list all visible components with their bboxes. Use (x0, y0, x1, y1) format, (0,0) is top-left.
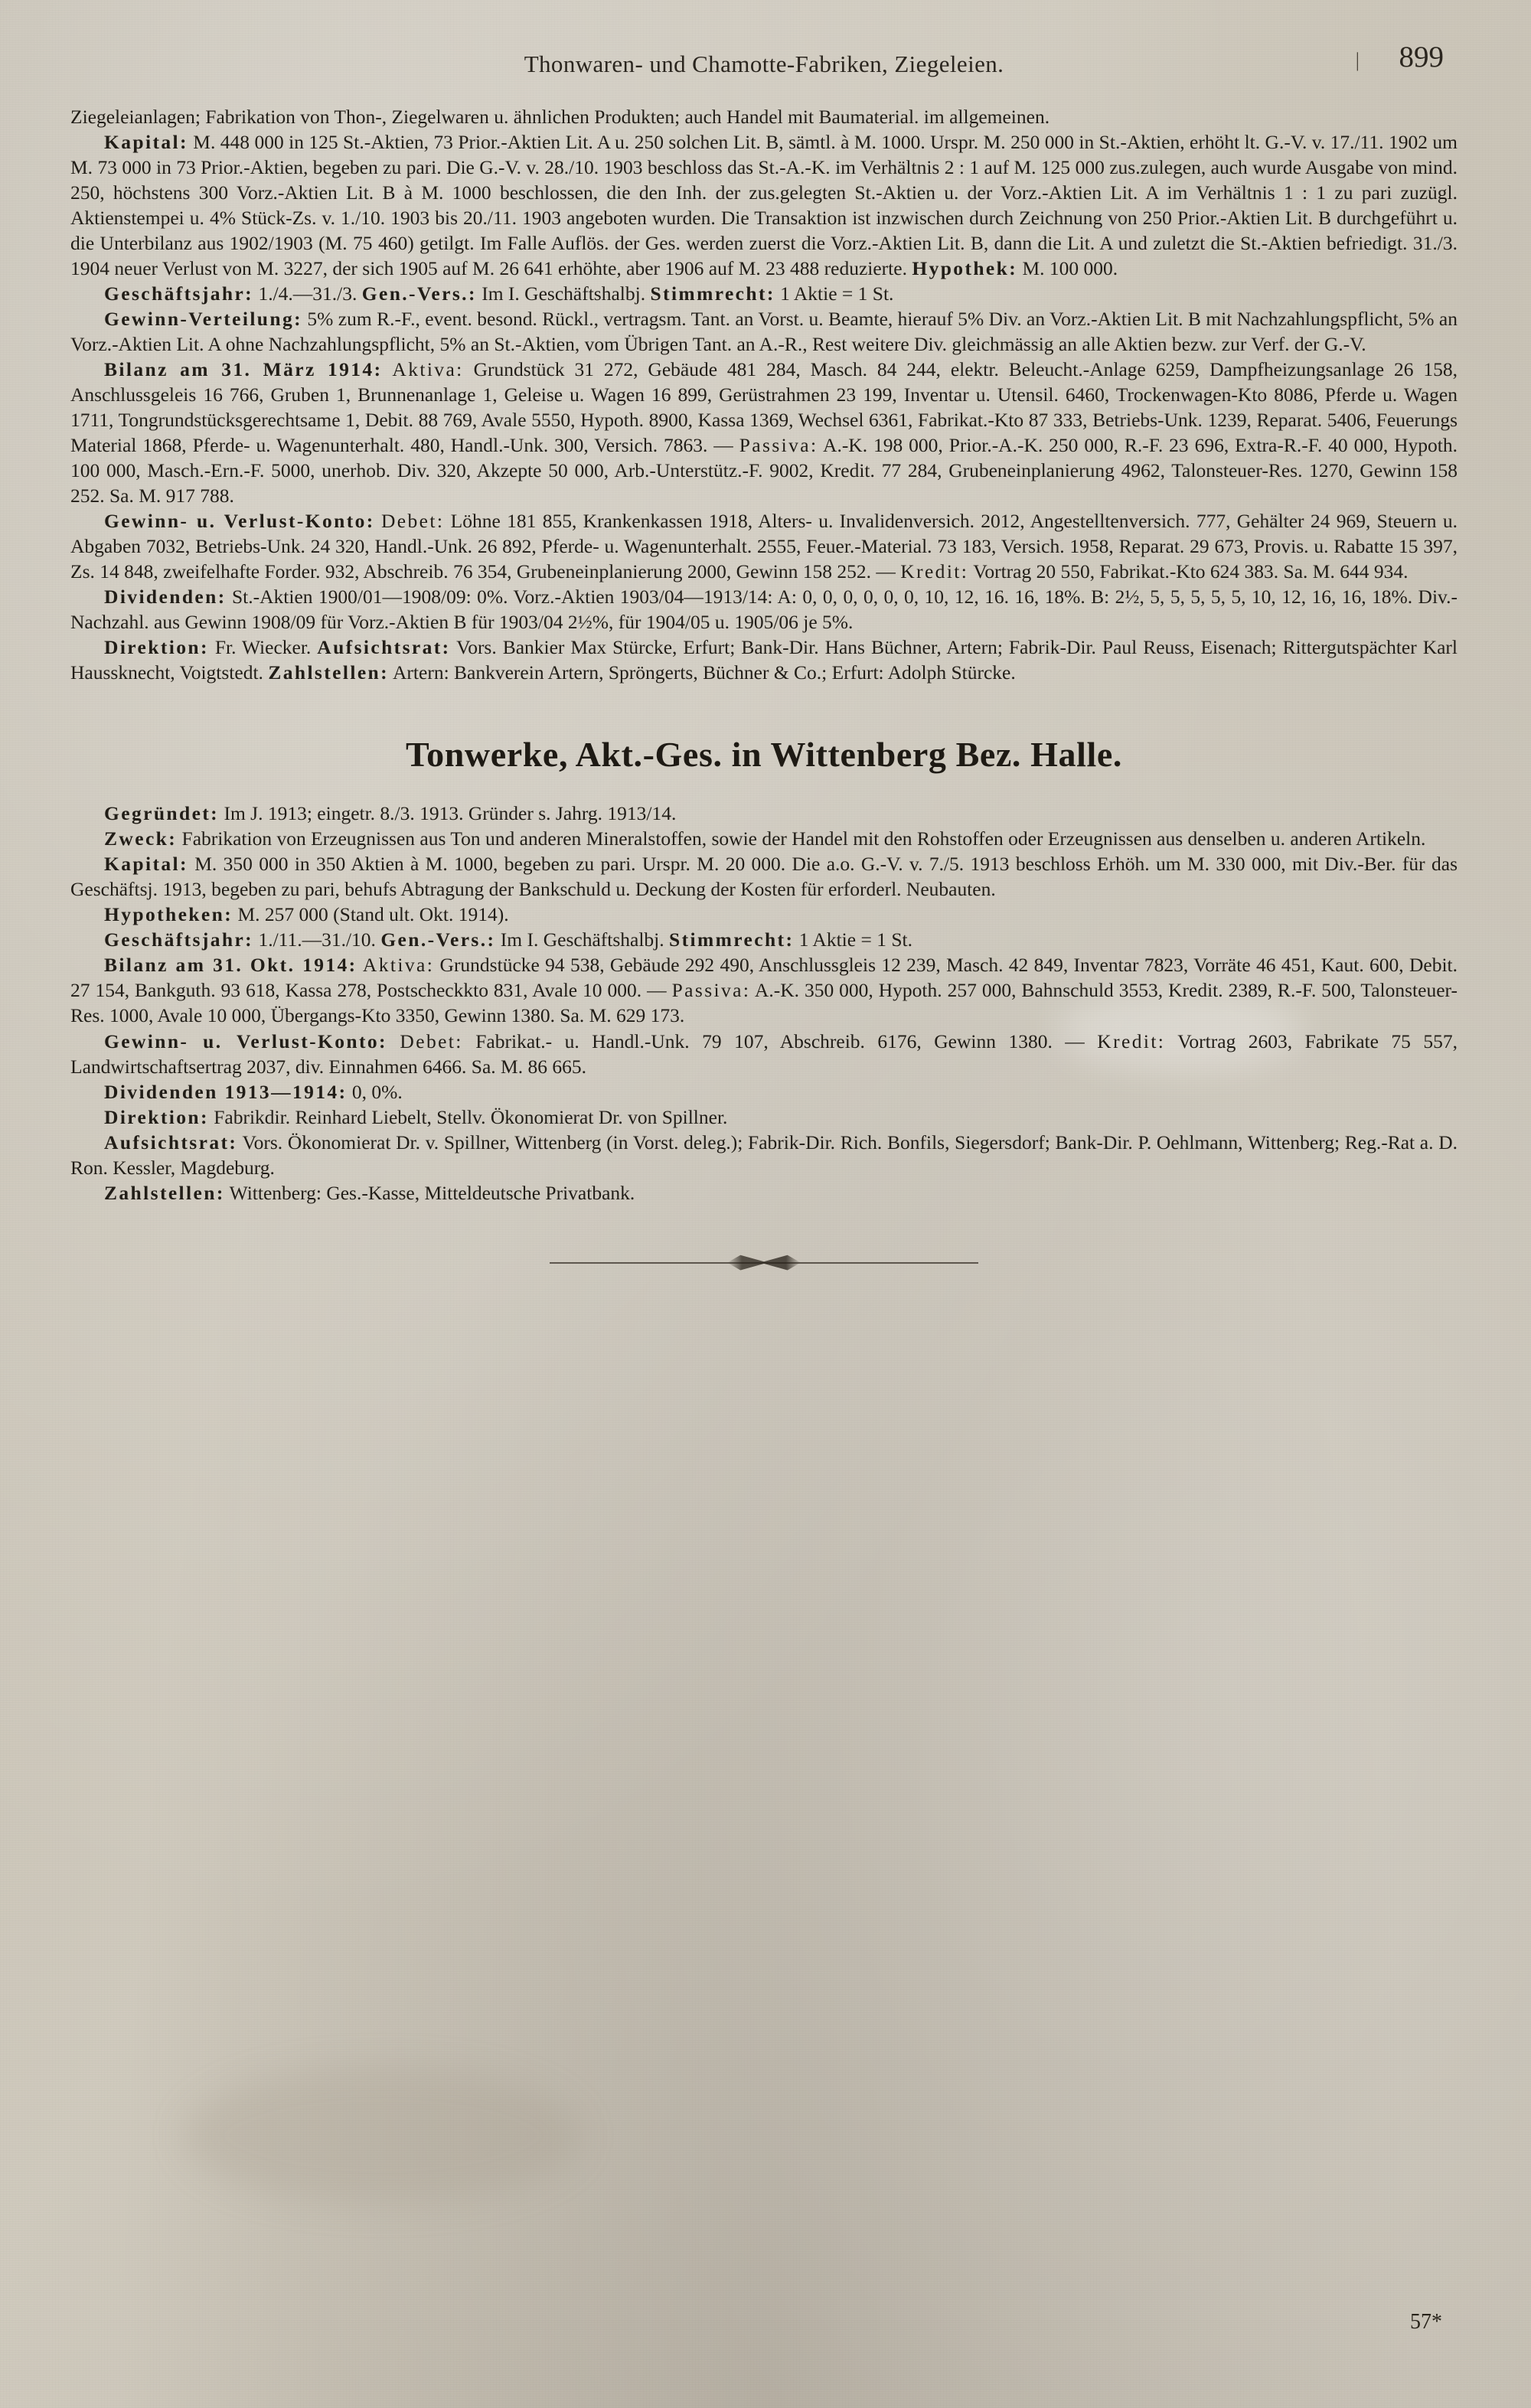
entry1-geschaeftsjahr-text: 1./4.—31./3. (253, 282, 357, 305)
running-head-title: Thonwaren- und Chamotte-Fabriken, Ziegeleien. (524, 51, 1004, 77)
entry1-genvers-text: Im I. Geschäftshalbj. (476, 282, 646, 305)
entry-tonwerke (70, 801, 1458, 1205)
entry2-bilanz-label: Bilanz am 31. Okt. 1914: (104, 954, 357, 977)
entry1-kapital (70, 129, 1458, 281)
entry2-gvkonto-label: Gewinn- u. Verlust-Konto: (104, 1029, 387, 1052)
entry1-kredit-text: Vortrag 20 550, Fabrikat.-Kto 624 383. Sa. M. 644 934. (968, 560, 1409, 583)
entry2-aktiva-text: Grundstücke 94 538, Gebäude 292 490, Anschlussgleis 12 239, Masch. 42 849, Inventar 7823, Vorräte 46 451, Kaut. 600, Debit. 27 154, Bankguth. 93 618, Kassa 278, Postscheckkto 831, Avale 10 000. — (70, 954, 1458, 1002)
paper-smudge-bottom (184, 2067, 582, 2204)
entry2-aufsichtsrat-text: Vors. Ökonomierat Dr. v. Spillner, Wittenberg (in Vorst. deleg.); Fabrik-Dir. Rich. Bonfils, Siegersdorf; Bank-Dir. P. Oehlmann, Wittenberg; Reg.-Rat a. D. Ron. Kessler, Magdeburg. (70, 1131, 1458, 1179)
entry1-genvers-label: Gen.-Vers.: (361, 282, 477, 305)
entry1-stimmrecht-text: 1 Aktie = 1 St. (775, 282, 894, 305)
ornament-diamond-icon (727, 1253, 801, 1273)
entry2-zweck (70, 826, 1458, 851)
entry-ziegeleianlagen (70, 104, 1458, 685)
entry2-debet-text: Fabrikat.- u. Handl.-Unk. 79 107, Abschreib. 6176, Gewinn 1380. — (462, 1029, 1085, 1052)
section-ornament (550, 1251, 978, 1274)
entry1-geschaeftsjahr-label: Geschäftsjahr: (104, 282, 254, 305)
entry2-aufsichtsrat (70, 1130, 1458, 1180)
entry2-direktion-label: Direktion: (104, 1105, 209, 1128)
entry2-direktion (70, 1104, 1458, 1130)
entry2-title: Tonwerke, Akt.-Ges. in Wittenberg Bez. Halle. (406, 735, 1122, 775)
entry1-intro: Ziegeleianlagen; Fabrikation von Thon-, Ziegelwaren u. ähnlichen Produkten; auch Handel mit Baumaterial. im allgemeinen. (70, 106, 1050, 128)
entry1-debet-text: Löhne 181 855, Krankenkassen 1918, Alters- u. Invalidenversich. 2012, Angestelltenversich. 777, Gehälter 24 969, Steuern u. Abgaben 7032, Betriebs-Unk. 24 320, Handl.-Unk. 26 892, Pferde- u. Wagenunterhalt. 2555, Feuer.-Material. 73 183, Versich. 1958, Reparat. 29 673, Provis. u. Rabatte 15 397, Zs. 14 848, zweifelhafte Forder. 932, Abschreib. 76 354, Grubeneinplanierung 2000, Gewinn 158 252. — (70, 510, 1458, 583)
entry1-direktion (70, 635, 1458, 685)
entry2-dividenden (70, 1079, 1458, 1104)
entry1-geschaeftsjahr (70, 281, 1458, 306)
entry2-passiva-label: Passiva: (671, 979, 751, 1002)
entry1-zahlstellen-label: Zahlstellen: (268, 661, 390, 684)
entry2-zahlstellen-label: Zahlstellen: (104, 1181, 225, 1204)
entry1-passiva-label: Passiva: (739, 434, 818, 457)
entry2-hypotheken-text: M. 257 000 (Stand ult. Okt. 1914). (233, 903, 509, 926)
entry2-gegruendet-label: Gegründet: (104, 802, 220, 825)
entry2-kapital-text: M. 350 000 in 350 Aktien à M. 1000, begeben zu pari. Urspr. M. 20 000. Die a.o. G.-V. v. 7./5. 1913 beschloss Erhöh. um M. 330 000, mit Div.-Ber. für das Geschäftsj. 1913, begeben zu pari, behufs Abtragung der Bankschuld u. Deckung der Kosten für erforderl. Neubauten. (70, 853, 1458, 901)
entry1-gvkonto (70, 508, 1458, 584)
entry2-passiva-text: A.-K. 350 000, Hypoth. 257 000, Bahnschuld 3553, Kredit. 2389, R.-F. 500, Talonsteuer-Res. 1000, Avale 10 000, Übergangs-Kto 3350, Gewinn 1380. Sa. M. 629 173. (70, 979, 1458, 1027)
entry1-debet-label: Debet: (380, 510, 445, 533)
entry1-kapital-text: M. 448 000 in 125 St.-Aktien, 73 Prior.-Aktien Lit. A u. 250 solchen Lit. B, sämtl. à M. 1000. Urspr. M. 250 000 in St.-Aktien, erhöht lt. G.-V. v. 17./11. 1902 um M. 73 000 in 73 Prior.-Aktien, begeben zu pari. Die G.-V. v. 28./10. 1903 beschloss das St.-A.-K. im Verhältnis 2 : 1 auf M. 125 000 zus.zulegen, auch wurde Ausgabe von mind. 250, höchstens 300 Vorz.-Aktien Lit. B à M. 1000 beschlossen, die den Inh. der zus.gelegten St.-Aktien u. der Vorz.-Aktien Lit. A im Verhältnis 1 : 1 zu pari zuzügl. Aktienstempei u. 4% Stück-Zs. v. 1./10. 1903 bis 20./11. 1903 angeboten wurden. Die Transaktion ist inzwischen durch Zeichnung von 250 Prior.-Aktien Lit. B durchgeführt u. die Unterbilanz aus 1902/1903 (M. 75 460) getilgt. Im Falle Auflös. der Ges. werden zuerst die Vorz.-Aktien Lit. B, dann die Lit. A und zuletzt die St.-Aktien befriedigt. 31./3. 1904 neuer Verlust von M. 3227, der sich 1905 auf M. 26 641 erhöhte, aber 1906 auf M. 23 488 reduzierte. (70, 131, 1458, 280)
entry1-kapital-label: Kapital: (104, 131, 188, 154)
entry1-dividenden-label: Dividenden: (104, 586, 227, 609)
running-head (70, 0, 1458, 78)
entry1-direktion-label: Direktion: (104, 636, 209, 659)
entry2-gegruendet-text: Im J. 1913; eingetr. 8./3. 1913. Gründer s. Jahrg. 1913/14. (219, 802, 677, 825)
entry1-zahlstellen-text: Artern: Bankverein Artern, Spröngerts, Büchner & Co.; Erfurt: Adolph Stürcke. (389, 661, 1016, 684)
entry2-hypotheken (70, 902, 1458, 927)
entry2-genvers-label: Gen.-Vers.: (380, 928, 496, 951)
entry2-zweck-text: Fabrikation von Erzeugnissen aus Ton und anderen Mineralstoffen, sowie der Handel mit den Rohstoffen oder Erzeugnissen aus denselben u. anderen Artikeln. (177, 827, 1426, 850)
entry1-passiva-text: A.-K. 198 000, Prior.-A.-K. 250 000, R.-F. 23 696, Extra-R.-F. 40 000, Hypoth. 100 000, Masch.-Ern.-F. 5000, unerhob. Div. 320, Akzepte 50 000, Arb.-Unterstütz.-F. 9002, Kredit. 77 284, Grubeneinplanierung 4962, Talonsteuer-Res. 1270, Gewinn 158 252. Sa. M. 917 788. (70, 434, 1458, 507)
entry2-zahlstellen-text: Wittenberg: Ges.-Kasse, Mitteldeutsche Privatbank. (224, 1181, 635, 1204)
entry1-dividenden (70, 584, 1458, 635)
entry2-geschaeftsjahr-text: 1./11.—31./10. (253, 928, 376, 951)
page-number: 899 (1399, 41, 1444, 73)
entry2-dividenden-label: Dividenden 1913—1914: (104, 1080, 348, 1103)
entry2-kredit-label: Kredit: (1097, 1029, 1166, 1052)
entry2-zahlstellen (70, 1180, 1458, 1206)
entry1-gewinnverteilung-text: 5% zum R.-F., event. besond. Rückl., vertragsm. Tant. an Vorst. u. Beamte, hierauf 5% Div. an Vorz.-Aktien Lit. B mit Nachzahlungspflicht, 5% an Vorz.-Aktien Lit. A ohne Nachzahlungspflicht, 5% an St.-Aktien, vom Übrigen Tant. an A.-R., Rest weitere Div. gleichmässig an alle Aktien bezw. zur Verf. der G.-V. (70, 308, 1458, 356)
entry1-bilanz-label: Bilanz am 31. März 1914: (104, 358, 383, 381)
entry2-kapital-label: Kapital: (104, 853, 188, 876)
entry2-geschaeftsjahr-label: Geschäftsjahr: (104, 928, 254, 951)
entry2-zweck-label: Zweck: (104, 827, 178, 850)
entry1-dividenden-text: St.-Aktien 1900/01—1908/09: 0%. Vorz.-Aktien 1903/04—1913/14: A: 0, 0, 0, 0, 0, 0, 10, 12, 16. 16, 18%. B: 2½, 5, 5, 5, 5, 5, 10, 12, 16, 16, 18%. Div.-Nachzahl. aus Gewinn 1908/09 für Vorz.-Aktien B für 1903/04 2½%, für 1904/05 u. 1905/06 je 5%. (70, 586, 1458, 634)
entry1-aufsichtsrat-label: Aufsichtsrat: (317, 636, 451, 659)
entry2-debet-label: Debet: (400, 1029, 463, 1052)
entry2-stimmrecht-text: 1 Aktie = 1 St. (794, 928, 912, 951)
entry2-kapital (70, 851, 1458, 902)
sheet-signature: 57* (1410, 2310, 1442, 2334)
entry1-stimmrecht-label: Stimmrecht: (650, 282, 775, 305)
entry2-kredit-text: Vortrag 2603, Fabrikate 75 557, Landwirtschaftsertrag 2037, div. Einnahmen 6466. Sa. M. 86 665. (70, 1029, 1458, 1078)
entry2-gvkonto (70, 1029, 1458, 1079)
entry2-aufsichtsrat-label: Aufsichtsrat: (104, 1131, 238, 1153)
folio-mark: | (1355, 49, 1360, 71)
entry1-aktiva-label: Aktiva: (392, 358, 464, 381)
entry1-bilanz (70, 357, 1458, 508)
entry2-geschaeftsjahr (70, 927, 1458, 952)
entry1-aufsichtsrat-text: Vors. Bankier Max Stürcke, Erfurt; Bank-Dir. Hans Büchner, Artern; Fabrik-Dir. Paul Reuss, Eisenach; Rittergutspächter Karl Haussknecht, Voigtstedt. (70, 636, 1458, 684)
entry2-genvers-text: Im I. Geschäftshalbj. (495, 928, 664, 951)
entry1-gewinnverteilung (70, 306, 1458, 357)
entry2-aktiva-label: Aktiva: (362, 954, 435, 977)
entry1-direktion-text: Fr. Wiecker. (208, 636, 312, 659)
entry1-hypothek-label: Hypothek: (912, 257, 1018, 280)
entry2-hypotheken-label: Hypotheken: (104, 903, 233, 926)
entry1-gvkonto-label: Gewinn- u. Verlust-Konto: (104, 510, 375, 533)
entry1-hypothek-text: M. 100 000. (1017, 257, 1118, 280)
entry2-dividenden-text: 0, 0%. (347, 1080, 403, 1103)
entry2-direktion-text: Fabrikdir. Reinhard Liebelt, Stellv. Ökonomierat Dr. von Spillner. (208, 1105, 728, 1128)
entry2-stimmrecht-label: Stimmrecht: (669, 928, 795, 951)
entry1-kredit-label: Kredit: (900, 560, 969, 583)
entry2-bilanz (70, 952, 1458, 1028)
entry1-gewinnverteilung-label: Gewinn-Verteilung: (104, 308, 303, 331)
entry2-gegruendet (70, 801, 1458, 826)
entry1-aktiva-text: Grundstück 31 272, Gebäude 481 284, Masch. 84 244, elektr. Beleucht.-Anlage 6259, Dampfheizungsanlage 26 158, Anschlussgeleis 16 766, Gruben 1, Brunnenanlage 1, Geleise u. Wagen 16 899, Gerüstrahmen 23 199, Inventar u. Utensil. 6460, Trockenwagen-Kto 8086, Pferde u. Wagen 1711, Tongrundstücksgerechtsame 1, Debit. 88 769, Avale 5550, Hypoth. 8900, Kassa 1369, Wechsel 6361, Fabrikat.-Kto 87 333, Betriebs-Unk. 1239, Reparat. 5406, Feuerungs Material 1868, Pferde- u. Wagenunterhalt. 480, Handl.-Unk. 300, Versich. 7863. — (70, 358, 1458, 457)
